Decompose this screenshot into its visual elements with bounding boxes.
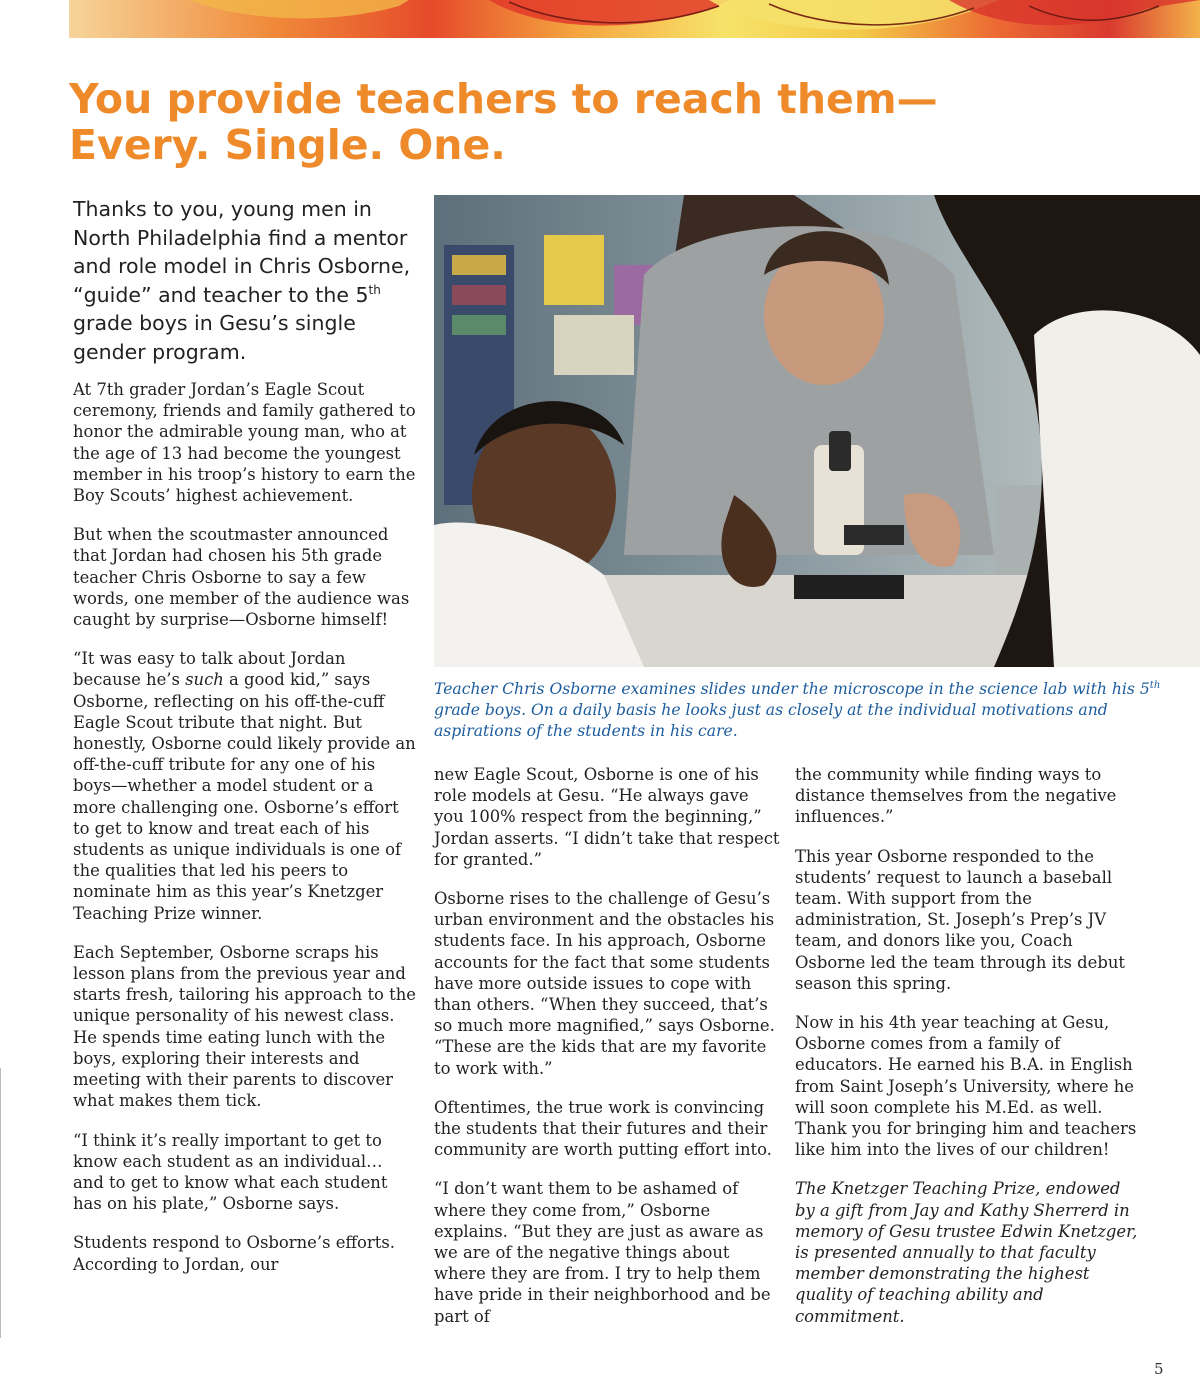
body-column-3 bbox=[795, 764, 1140, 1345]
caption-text: Teacher Chris Osborne examines slides under the microscope in the science lab with his 5 bbox=[434, 680, 1150, 698]
caption-text-end: grade boys. On a daily basis he looks just as closely at the individual motivations and aspirations of the students in his care. bbox=[434, 701, 1108, 740]
intro-text-end: grade boys in Gesu’s single gender program. bbox=[73, 311, 356, 364]
banner-artwork bbox=[69, 0, 1200, 38]
col1-paragraph-4: Each September, Osborne scraps his lesson plans from the previous year and starts fresh, tailoring his approach to the unique personality of his newest class. He spends time eating lunch with the boys, exploring their interests and meeting with their parents to discover what makes them tick. bbox=[73, 942, 416, 1111]
intro-superscript: th bbox=[368, 282, 381, 297]
col1-paragraph-2: But when the scoutmaster announced that Jordan had chosen his 5th grade teacher Chris Osborne to say a few words, one member of the audience was caught by surprise—Osborne himself! bbox=[73, 525, 410, 630]
col1-paragraph-1: At 7th grader Jordan’s Eagle Scout ceremony, friends and family gathered to honor the admirable young man, who at the age of 13 had become the youngest member in his troop’s history to earn the Boy Scouts’ highest achievement. bbox=[73, 380, 416, 506]
page-number: 5 bbox=[1154, 1360, 1164, 1378]
col1-p3-start: “It was easy to talk about Jordan because he’s bbox=[73, 649, 346, 690]
margin-rule bbox=[0, 1068, 1, 1338]
headline-line-1: You provide teachers to reach them— bbox=[69, 75, 938, 123]
col2-paragraph-3: Oftentimes, the true work is convincing the students that their futures and their community are worth putting effort into. bbox=[434, 1097, 772, 1160]
col3-paragraph-2: This year Osborne responded to the students’ request to launch a baseball team. With support from the administration, St. Joseph’s Prep’s JV team, and donors like you, Coach Osborne led the team through its debut season this spring. bbox=[795, 846, 1125, 993]
col3-paragraph-3: Now in his 4th year teaching at Gesu, Osborne comes from a family of educators. He earned his B.A. in English from Saint Joseph’s University, where he will soon complete his M.Ed. as well. Thank you for bringing him and teachers like him into the lives of our children! bbox=[795, 1013, 1137, 1160]
body-column-2 bbox=[434, 764, 782, 1345]
microscope-photo-illustration bbox=[434, 195, 1200, 667]
body-column-1 bbox=[73, 379, 418, 1293]
col2-paragraph-2: Osborne rises to the challenge of Gesu’s urban environment and the obstacles his students face. In his approach, Osborne accounts for the fact that some students have more outside issues to cope with than others. “When they succeed, that’s so much more magnified,” says Osborne. “These are the kids that are my favorite to work with.” bbox=[434, 889, 775, 1078]
page-headline bbox=[69, 76, 1169, 168]
photo-caption bbox=[434, 679, 1174, 742]
intro-text: Thanks to you, young men in North Philadelphia find a mentor and role model in Chris Osborne, “guide” and teacher to the 5 bbox=[73, 197, 411, 307]
headline-line-2: Every. Single. One. bbox=[69, 121, 506, 169]
col1-paragraph-3 bbox=[73, 648, 418, 924]
col2-paragraph-1: new Eagle Scout, Osborne is one of his role models at Gesu. “He always gave you 100% respect from the beginning,” Jordan asserts. “I didn’t take that respect for granted.” bbox=[434, 765, 780, 869]
col1-paragraph-6: Students respond to Osborne’s efforts. According to Jordan, our bbox=[73, 1233, 395, 1274]
col1-paragraph-5: “I think it’s really important to get to know each student as an individual… and to get to know what each student has on his plate,” Osborne says. bbox=[73, 1130, 388, 1214]
col1-p3-end: a good kid,” says Osborne, reflecting on his off-the-cuff Eagle Scout tribute that night. But honestly, Osborne could likely provide an off-the-cuff tribute for any one of his boys—whether a model student or a more challenging one. Osborne’s effort to get to know and treat each of his students as unique individuals is one of the qualities that led his peers to nominate him as this year’s Knetzger Teaching Prize winner. bbox=[73, 670, 416, 923]
decorative-banner bbox=[69, 0, 1200, 38]
knetzger-prize-note: The Knetzger Teaching Prize, endowed by a gift from Jay and Kathy Sherrerd in memory of Gesu trustee Edwin Knetzger, is presented annually to that faculty member demonstrating the highest quality of teaching ability and commitment. bbox=[795, 1179, 1138, 1326]
col1-p3-emphasis: such bbox=[185, 670, 224, 690]
intro-paragraph bbox=[73, 195, 418, 366]
col2-paragraph-4: “I don’t want them to be ashamed of where they come from,” Osborne explains. “But they are just as aware as we are of the negative things about where they are from. I try to help them have pride in their neighborhood and be part of bbox=[434, 1179, 771, 1326]
col3-paragraph-1: the community while finding ways to distance themselves from the negative influences.” bbox=[795, 765, 1117, 827]
classroom-photo bbox=[434, 195, 1200, 667]
caption-superscript: th bbox=[1149, 679, 1161, 691]
